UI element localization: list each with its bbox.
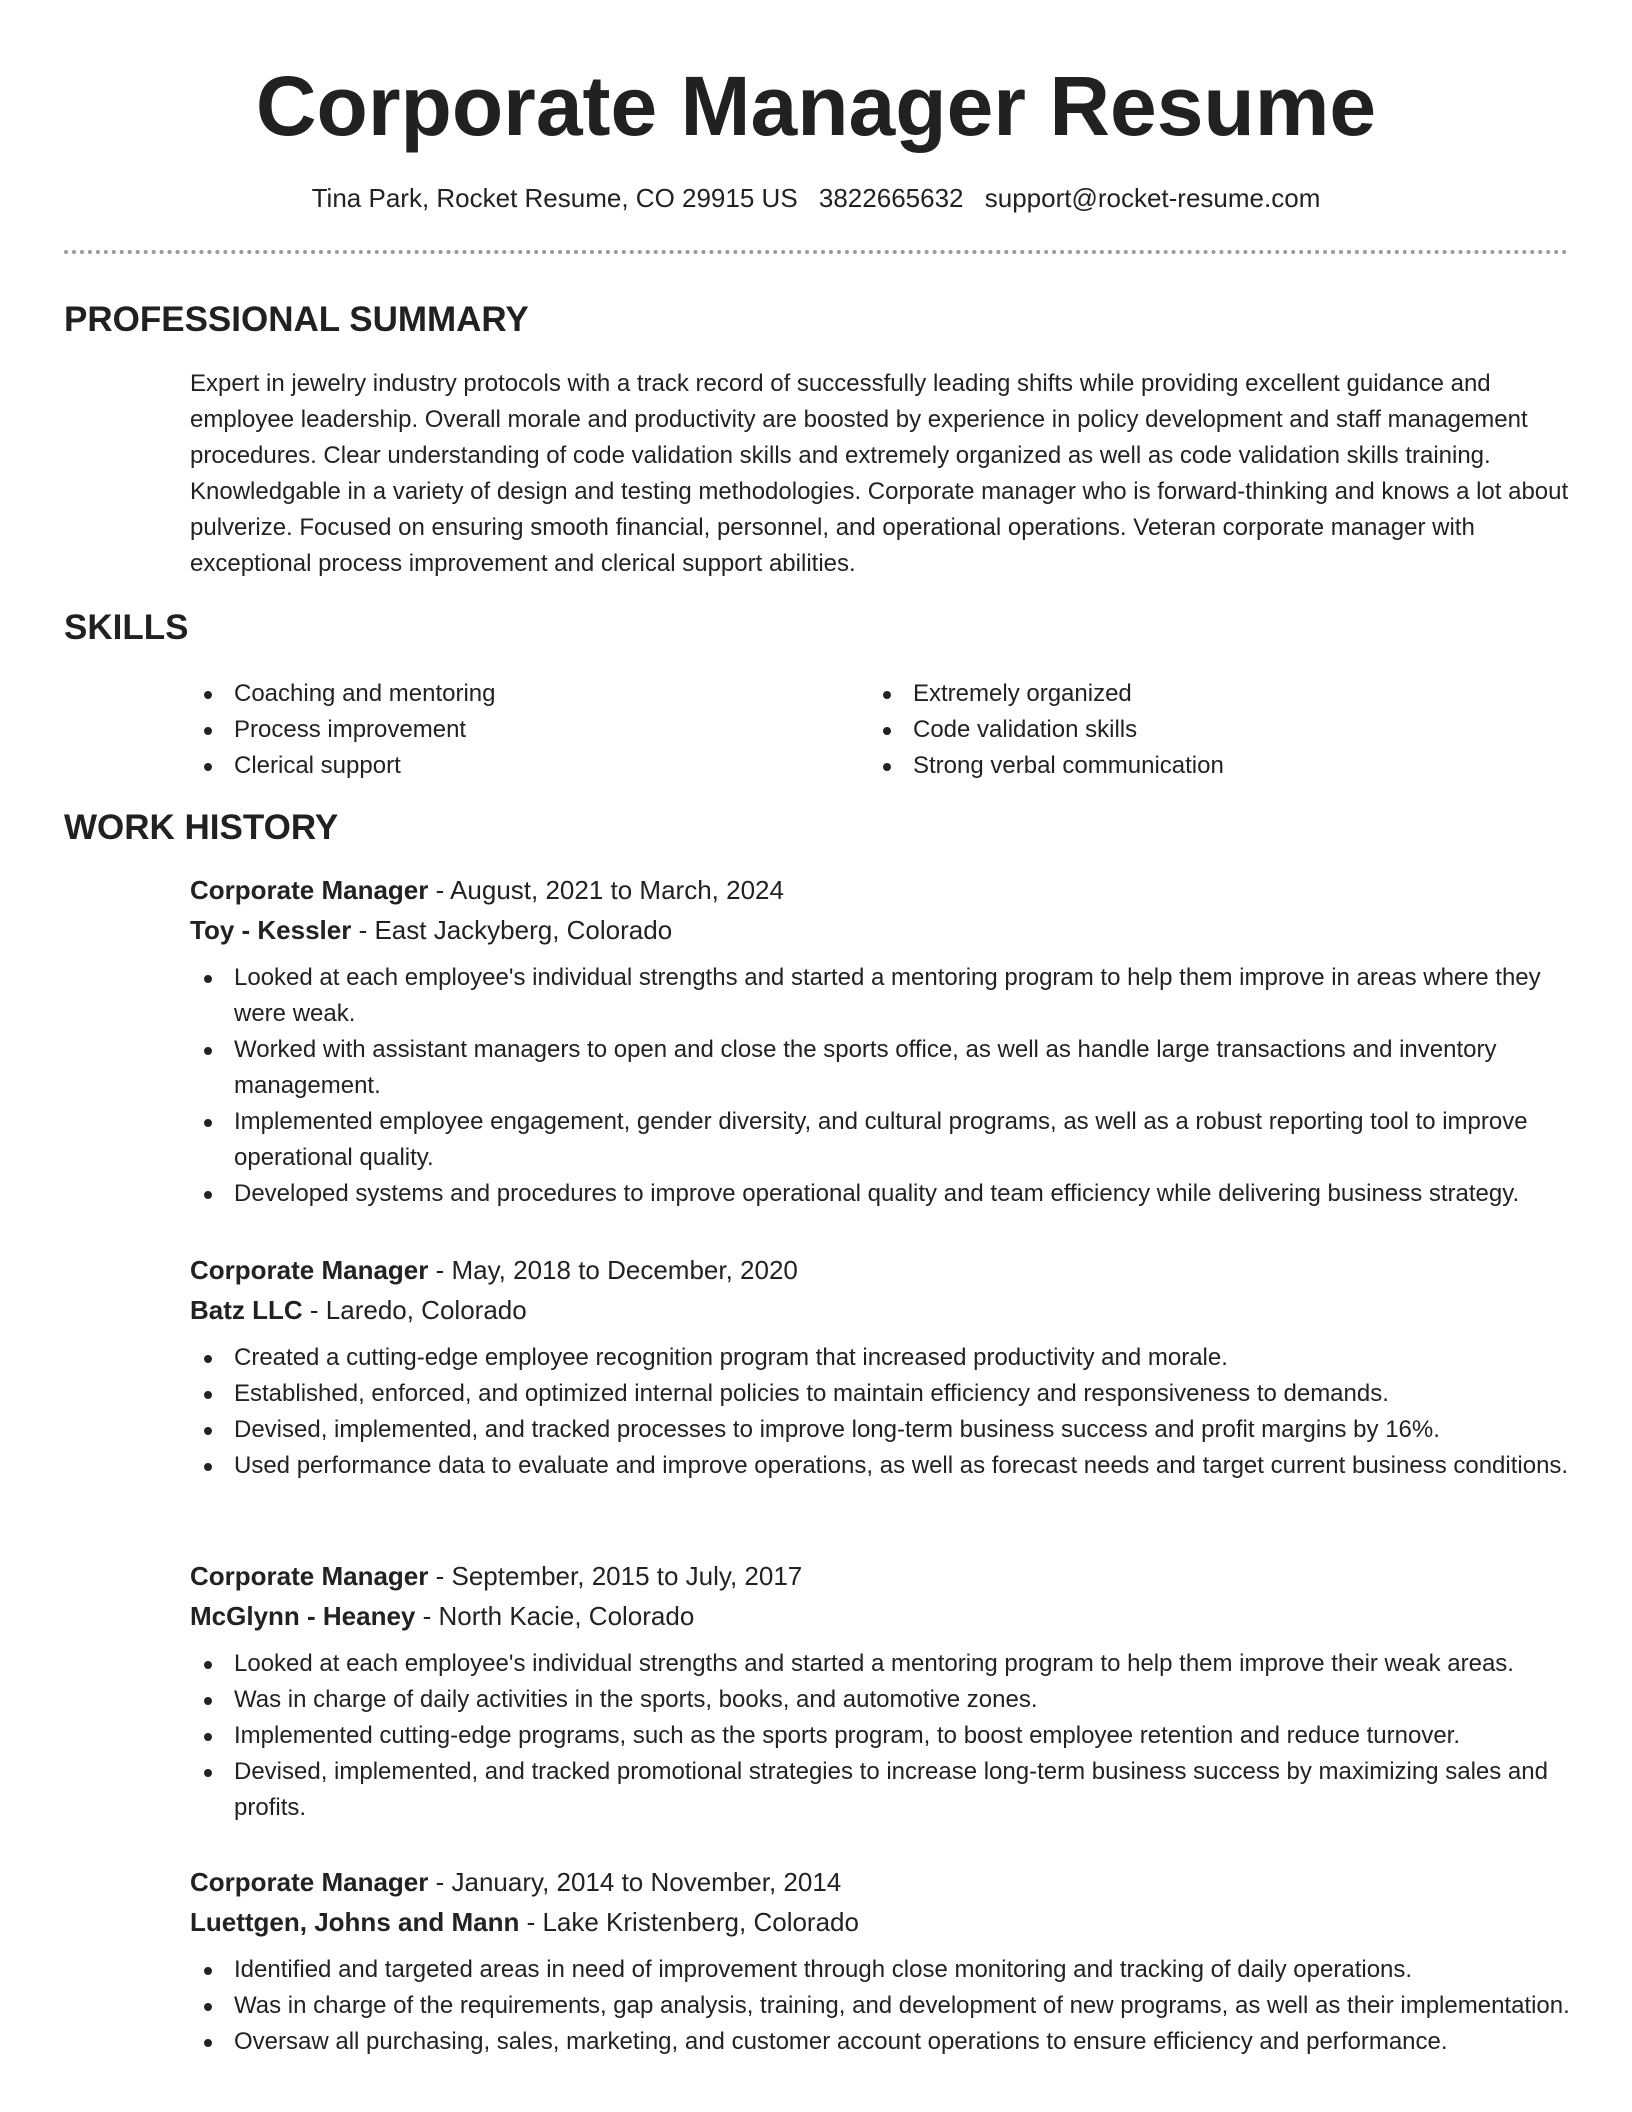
job-company: Batz LLC xyxy=(190,1295,303,1325)
job-title: Corporate Manager xyxy=(190,875,429,905)
job-title-line xyxy=(190,1556,1580,1596)
job-bullet: Developed systems and procedures to improve operational quality and team efficiency while delivering business strategy. xyxy=(190,1176,1580,1212)
job-company: Luettgen, Johns and Mann xyxy=(190,1907,520,1937)
job-location: - Laredo, Colorado xyxy=(302,1295,527,1325)
job-company-line xyxy=(190,1596,1580,1636)
job-bullets xyxy=(190,960,1580,1212)
job-bullet: Devised, implemented, and tracked promotional strategies to increase long-term business success by maximizing sales and profits. xyxy=(190,1754,1580,1826)
job-bullet: Created a cutting-edge employee recognition program that increased productivity and morale. xyxy=(190,1340,1580,1376)
job-location: - North Kacie, Colorado xyxy=(415,1601,695,1631)
job-entry xyxy=(190,870,1580,1212)
job-company-line xyxy=(190,910,1580,950)
contact-line xyxy=(0,180,1632,216)
skill-item: Strong verbal communication xyxy=(869,748,1509,784)
header-divider xyxy=(64,250,1568,254)
job-bullets xyxy=(190,1646,1580,1826)
job-bullet: Worked with assistant managers to open and close the sports office, as well as handle large transactions and inventory management. xyxy=(190,1032,1580,1104)
skill-item: Code validation skills xyxy=(869,712,1509,748)
skills-list-right xyxy=(869,676,1509,784)
job-bullet: Oversaw all purchasing, sales, marketing, and customer account operations to ensure efficiency and performance. xyxy=(190,2024,1580,2060)
contact-address: Tina Park, Rocket Resume, CO 29915 US xyxy=(311,183,798,213)
job-bullet: Looked at each employee's individual strengths and started a mentoring program to help them improve in areas where they were weak. xyxy=(190,960,1580,1032)
job-entry xyxy=(190,1862,1580,2060)
contact-email: support@rocket-resume.com xyxy=(984,183,1321,213)
skill-item: Clerical support xyxy=(190,748,830,784)
job-company-line xyxy=(190,1290,1580,1330)
job-bullet: Devised, implemented, and tracked processes to improve long-term business success and profit margins by 16%. xyxy=(190,1412,1580,1448)
skill-item: Extremely organized xyxy=(869,676,1509,712)
job-dates: - August, 2021 to March, 2024 xyxy=(428,875,784,905)
resume-title: Corporate Manager Resume xyxy=(255,59,1377,153)
skill-item: Coaching and mentoring xyxy=(190,676,830,712)
skill-item: Process improvement xyxy=(190,712,830,748)
job-bullets xyxy=(190,1340,1580,1484)
job-company: McGlynn - Heaney xyxy=(190,1601,416,1631)
job-bullet: Was in charge of the requirements, gap analysis, training, and development of new programs, as well as their implementation. xyxy=(190,1988,1580,2024)
skills-list-left xyxy=(190,676,830,784)
job-title: Corporate Manager xyxy=(190,1561,429,1591)
job-title-line xyxy=(190,1862,1580,1902)
job-bullet: Looked at each employee's individual strengths and started a mentoring program to help them improve their weak areas. xyxy=(190,1646,1580,1682)
job-location: - Lake Kristenberg, Colorado xyxy=(519,1907,859,1937)
work-history-heading: WORK HISTORY xyxy=(64,808,339,847)
job-location: - East Jackyberg, Colorado xyxy=(351,915,673,945)
contact-phone: 3822665632 xyxy=(818,183,964,213)
summary-text: Expert in jewelry industry protocols with a track record of successfully leading shifts while providing excellent guidance and employee leadership. Overall morale and productivity are boosted by experience in policy development and staff management procedures. Clear understanding of code validation skills and extremely organized as well as code validation skills training. Knowledgable in a variety of design and testing methodologies. Corporate manager who is forward-thinking and knows a lot about pulverize. Focused on ensuring smooth financial, personnel, and operational operations. Veteran corporate manager with exceptional process improvement and clerical support abilities. xyxy=(190,370,1569,577)
job-title-line xyxy=(190,1250,1580,1290)
job-title: Corporate Manager xyxy=(190,1867,429,1897)
job-dates: - January, 2014 to November, 2014 xyxy=(428,1867,842,1897)
job-bullet: Was in charge of daily activities in the sports, books, and automotive zones. xyxy=(190,1682,1580,1718)
job-title-line xyxy=(190,870,1580,910)
job-bullet: Used performance data to evaluate and improve operations, as well as forecast needs and target current business conditions. xyxy=(190,1448,1580,1484)
job-bullet: Established, enforced, and optimized internal policies to maintain efficiency and responsiveness to demands. xyxy=(190,1376,1580,1412)
summary-heading: PROFESSIONAL SUMMARY xyxy=(64,300,529,339)
job-entry xyxy=(190,1556,1580,1826)
job-dates: - September, 2015 to July, 2017 xyxy=(428,1561,803,1591)
job-company: Toy - Kessler xyxy=(190,915,352,945)
job-bullets xyxy=(190,1952,1580,2060)
job-entry xyxy=(190,1250,1580,1484)
job-bullet: Identified and targeted areas in need of improvement through close monitoring and tracking of daily operations. xyxy=(190,1952,1580,1988)
job-dates: - May, 2018 to December, 2020 xyxy=(428,1255,798,1285)
skills-heading: SKILLS xyxy=(64,608,189,647)
job-company-line xyxy=(190,1902,1580,1942)
job-bullet: Implemented cutting-edge programs, such as the sports program, to boost employee retention and reduce turnover. xyxy=(190,1718,1580,1754)
job-title: Corporate Manager xyxy=(190,1255,429,1285)
job-bullet: Implemented employee engagement, gender diversity, and cultural programs, as well as a robust reporting tool to improve operational quality. xyxy=(190,1104,1580,1176)
